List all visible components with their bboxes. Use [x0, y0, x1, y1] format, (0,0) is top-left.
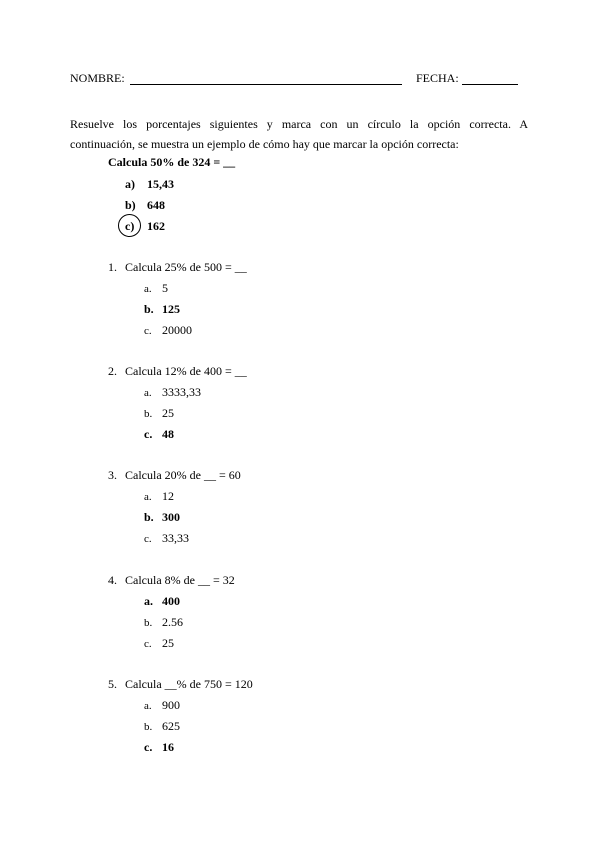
example-option [125, 177, 174, 192]
option-letter: b. [144, 721, 153, 733]
answer-option[interactable] [144, 385, 201, 400]
answer-option[interactable] [144, 323, 192, 338]
question [108, 573, 235, 588]
answer-option-correct[interactable] [144, 302, 180, 317]
answer-option-correct[interactable] [144, 594, 180, 609]
option-text: 3333,33 [162, 385, 201, 399]
option-letter: c. [144, 427, 153, 441]
question-text: Calcula 8% de __ = 32 [125, 573, 235, 587]
question [108, 364, 247, 379]
option-letter: a. [144, 700, 152, 712]
example-option-text: 162 [147, 219, 165, 233]
option-letter: b. [144, 408, 153, 420]
question-text: Calcula 25% de 500 = __ [125, 260, 247, 274]
instructions-line-2: continuación, se muestra un ejemplo de cómo hay que marcar la opción correcta: [70, 137, 459, 151]
answer-option[interactable] [144, 719, 180, 734]
question-number: 4. [108, 573, 117, 587]
instructions [70, 114, 528, 154]
selection-circle-mark [118, 214, 141, 237]
answer-option[interactable] [144, 531, 189, 546]
option-text: 33,33 [162, 531, 189, 545]
example-option [125, 198, 165, 213]
date-field-line[interactable] [462, 84, 518, 85]
answer-option-correct[interactable] [144, 427, 174, 442]
question-number: 3. [108, 468, 117, 482]
answer-option[interactable] [144, 636, 174, 651]
option-text: 12 [162, 489, 174, 503]
option-text: 300 [162, 510, 180, 524]
name-label: NOMBRE: [70, 71, 125, 85]
option-letter: a. [144, 594, 153, 608]
option-letter: a. [144, 387, 152, 399]
option-letter: b. [144, 302, 154, 316]
answer-option[interactable] [144, 406, 174, 421]
answer-option-correct[interactable] [144, 740, 174, 755]
question-text: Calcula 12% de 400 = __ [125, 364, 247, 378]
option-letter: b. [144, 510, 154, 524]
example-option-letter: a) [125, 177, 135, 191]
question [108, 260, 247, 275]
option-text: 625 [162, 719, 180, 733]
option-letter: c. [144, 325, 152, 337]
option-text: 25 [162, 636, 174, 650]
date-label: FECHA: [416, 71, 459, 85]
option-text: 125 [162, 302, 180, 316]
option-text: 25 [162, 406, 174, 420]
question [108, 677, 253, 692]
option-letter: b. [144, 617, 153, 629]
option-text: 48 [162, 427, 174, 441]
option-letter: c. [144, 533, 152, 545]
option-letter: c. [144, 638, 152, 650]
option-letter: a. [144, 491, 152, 503]
question-text: Calcula __% de 750 = 120 [125, 677, 253, 691]
instructions-line-1: Resuelve los porcentajes siguientes y marca con un círculo la opción correcta. A [70, 117, 528, 131]
example-option-letter: b) [125, 198, 136, 212]
example-question: Calcula 50% de 324 = __ [108, 155, 236, 169]
answer-option[interactable] [144, 615, 183, 630]
option-text: 5 [162, 281, 168, 295]
example-option-letter: c) [125, 219, 135, 233]
question-number: 5. [108, 677, 117, 691]
question-text: Calcula 20% de __ = 60 [125, 468, 241, 482]
question-number: 1. [108, 260, 117, 274]
option-letter: a. [144, 283, 152, 295]
example-option-text: 15,43 [147, 177, 174, 191]
option-text: 20000 [162, 323, 192, 337]
option-text: 400 [162, 594, 180, 608]
answer-option[interactable] [144, 698, 180, 713]
option-text: 2.56 [162, 615, 183, 629]
question [108, 468, 241, 483]
option-letter: c. [144, 740, 153, 754]
example-option-text: 648 [147, 198, 165, 212]
option-text: 16 [162, 740, 174, 754]
answer-option[interactable] [144, 281, 168, 296]
option-text: 900 [162, 698, 180, 712]
name-field-line[interactable] [130, 84, 402, 85]
answer-option-correct[interactable] [144, 510, 180, 525]
header [70, 71, 530, 87]
answer-option[interactable] [144, 489, 174, 504]
question-number: 2. [108, 364, 117, 378]
